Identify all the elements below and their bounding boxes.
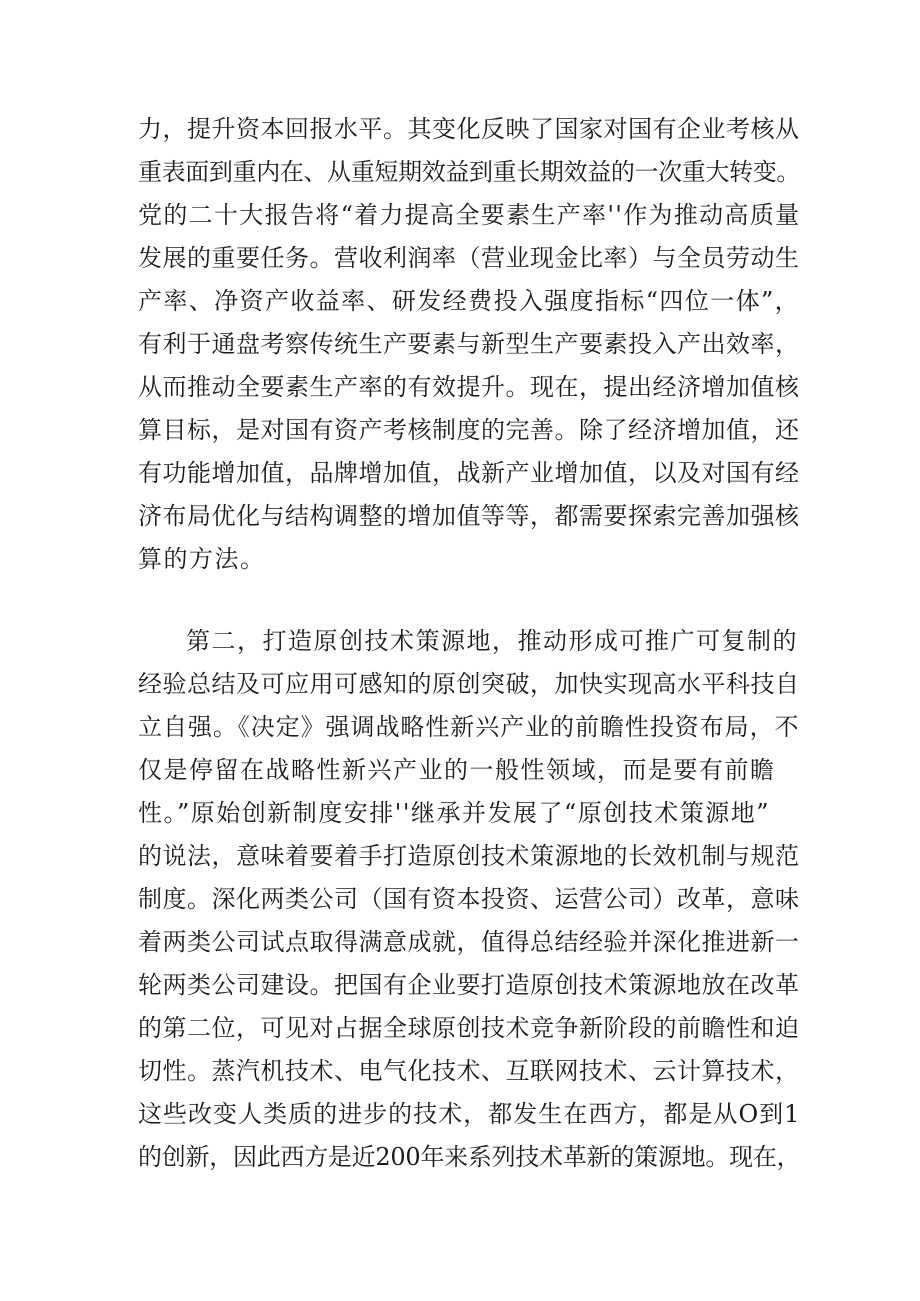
text-line: 切性。蒸汽机技术、电气化技术、互联网技术、云计算技术， <box>138 1057 800 1085</box>
text-line: 算的方法。 <box>138 545 266 573</box>
text-line: 有利于通盘考察传统生产要素与新型生产要素投入产出效率， <box>138 330 800 358</box>
text-line: 济布局优化与结构调整的增加值等等，都需要探索完善加强核 <box>138 502 800 530</box>
text-line: 的第二位，可见对占据全球原创技术竞争新阶段的前瞻性和迫 <box>138 1014 800 1042</box>
text-line: 经验总结及可应用可感知的原创突破，加快实现高水平科技自 <box>138 670 800 698</box>
text-line: 党的二十大报告将“着力提高全要素生产率''作为推动高质量 <box>138 201 801 229</box>
text-line: 产率、净资产收益率、研发经费投入强度指标“四位一体”， <box>138 287 801 315</box>
text-line: 制度。深化两类公司（国有资本投资、运营公司）改革，意味 <box>138 885 800 913</box>
text-line: 轮两类公司建设。把国有企业要打造原创技术策源地放在改革 <box>138 971 800 999</box>
text-line: 力，提升资本回报水平。其变化反映了国家对国有企业考核从 <box>138 115 800 143</box>
text-line: 性。”原始创新制度安排''继承并发展了“原创技术策源地” <box>138 799 771 827</box>
text-line: 立自强。《决定》强调战略性新兴产业的前瞻性投资布局，不 <box>138 713 800 741</box>
text-line: 重表面到重内在、从重短期效益到重长期效益的一次重大转变。 <box>138 158 800 186</box>
text-line: 这些改变人类质的进步的技术，都发生在西方，都是从O到1 <box>138 1100 801 1128</box>
text-line: 有功能增加值，品牌增加值，战新产业增加值，以及对国有经 <box>138 459 800 487</box>
text-line: 着两类公司试点取得满意成就，值得总结经验并深化推进新一 <box>138 928 800 956</box>
text-line: 的创新，因此西方是近200年来系列技术革新的策源地。现在， <box>138 1143 801 1171</box>
text-line: 从而推动全要素生产率的有效提升。现在，提出经济增加值核 <box>138 373 800 401</box>
text-line: 算目标，是对国有资产考核制度的完善。除了经济增加值，还 <box>138 416 800 444</box>
text-line: 第二，打造原创技术策源地，推动形成可推广可复制的 <box>186 627 798 655</box>
text-line: 仅是停留在战略性新兴产业的一般性领域，而是要有前瞻 <box>138 756 776 784</box>
text-line: 发展的重要任务。营收利润率（营业现金比率）与全员劳动生 <box>138 244 800 272</box>
text-line: 的说法，意味着要着手打造原创技术策源地的长效机制与规范 <box>138 842 800 870</box>
